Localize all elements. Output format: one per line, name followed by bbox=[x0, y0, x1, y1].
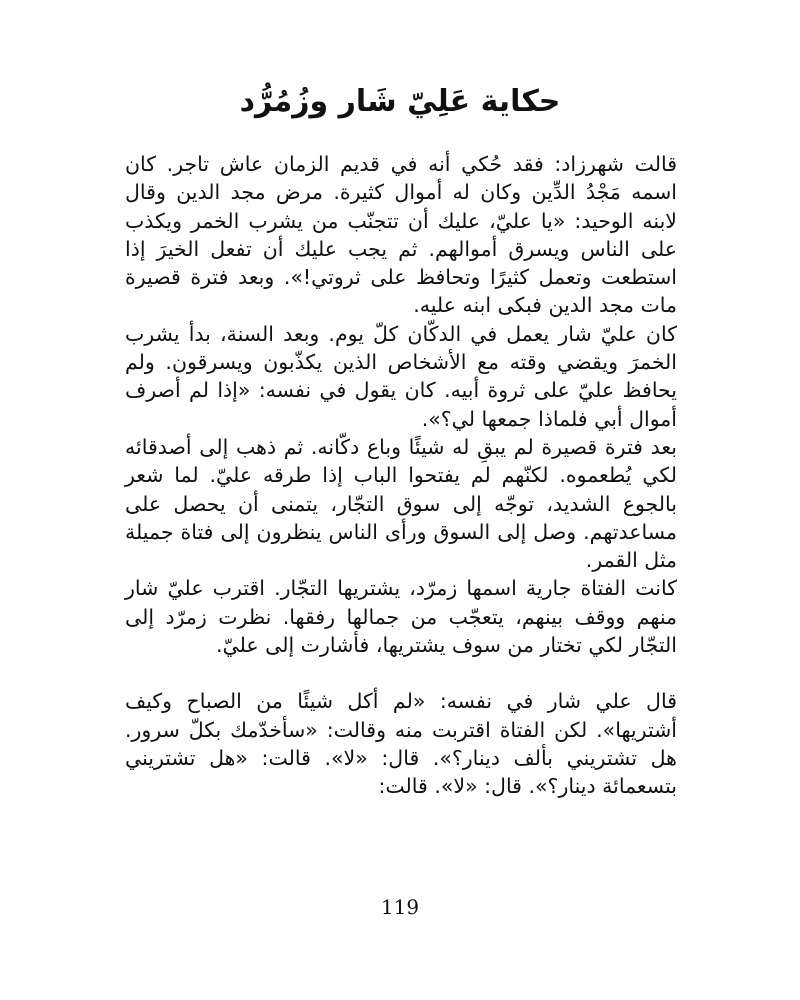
paragraph-gap bbox=[125, 659, 677, 687]
paragraph-2: كان عليّ شار يعمل في الدكّان كلّ يوم. وبعد السنة، بدأ يشرب الخمرَ ويقضي وقته مع الأشخاص الذين يكذّبون ويسرقون. ولم يحافظ عليّ على ثروة أبيه. كان يقول في نفسه: «إذا لم أصرف أموال أبي فلماذا جمعها لي؟». bbox=[125, 321, 677, 431]
story-title: حكاية عَلِيّ شَار وزُمُرُّد bbox=[239, 84, 561, 119]
paragraph-4: كانت الفتاة جارية اسمها زمرّد، يشتريها التجّار. اقترب عليّ شار منهم ووقف بينهم، يتعجّب من جمالها رفقها. نظرت زمرّد إلى التجّار لكي تختار من سوف يشتريها، فأشارت إلى عليّ. bbox=[125, 576, 677, 658]
paragraph-3: بعد فترة قصيرة لم يبقِ له شيئًا وباع دكّانه. ثم ذهب إلى أصدقائه لكي يُطعموه. لكنّهم لم يفتحوا الباب إذا طرقه عليّ. لما شعر بالجوع الشديد، توجّه إلى سوق التجّار، يتمنى أن يحصل على مساعدتهم. وصل إلى السوق ورأى الناس ينظرون إلى فتاة جميلة مثل القمر. bbox=[125, 434, 677, 573]
page-number: 119 bbox=[380, 895, 420, 919]
story-text bbox=[125, 150, 677, 801]
paragraph-1: قالت شهرزاد: فقد حُكي أنه في قديم الزمان عاش تاجر. كان اسمه مَجْدُ الدِّين وكان له أموال كثيرة. مرض مجد الدين وقال لابنه الوحيد: «يا عليّ، عليك أن تتجنّب من يشرب الخمر ويكذب على الناس ويسرق أموالهم. ثم يجب عليك أن تفعل الخيرَ إذا استطعت وتعمل كثيرًا وتحافظ على ثروتي!». وبعد فترة قصيرة مات مجد الدين فبكى ابنه عليه. bbox=[125, 152, 677, 318]
paragraph-5: قال علي شار في نفسه: «لم أكل شيئًا من الصباح وكيف أشتريها». لكن الفتاة اقتربت منه وقالت: «سأخدّمك بكلّ سرور. هل تشتريني بألف دينار؟». قال: «لا». قالت: «هل تشتريني بتسعمائة دينار؟». قال: «لا». قالت: bbox=[125, 689, 677, 799]
